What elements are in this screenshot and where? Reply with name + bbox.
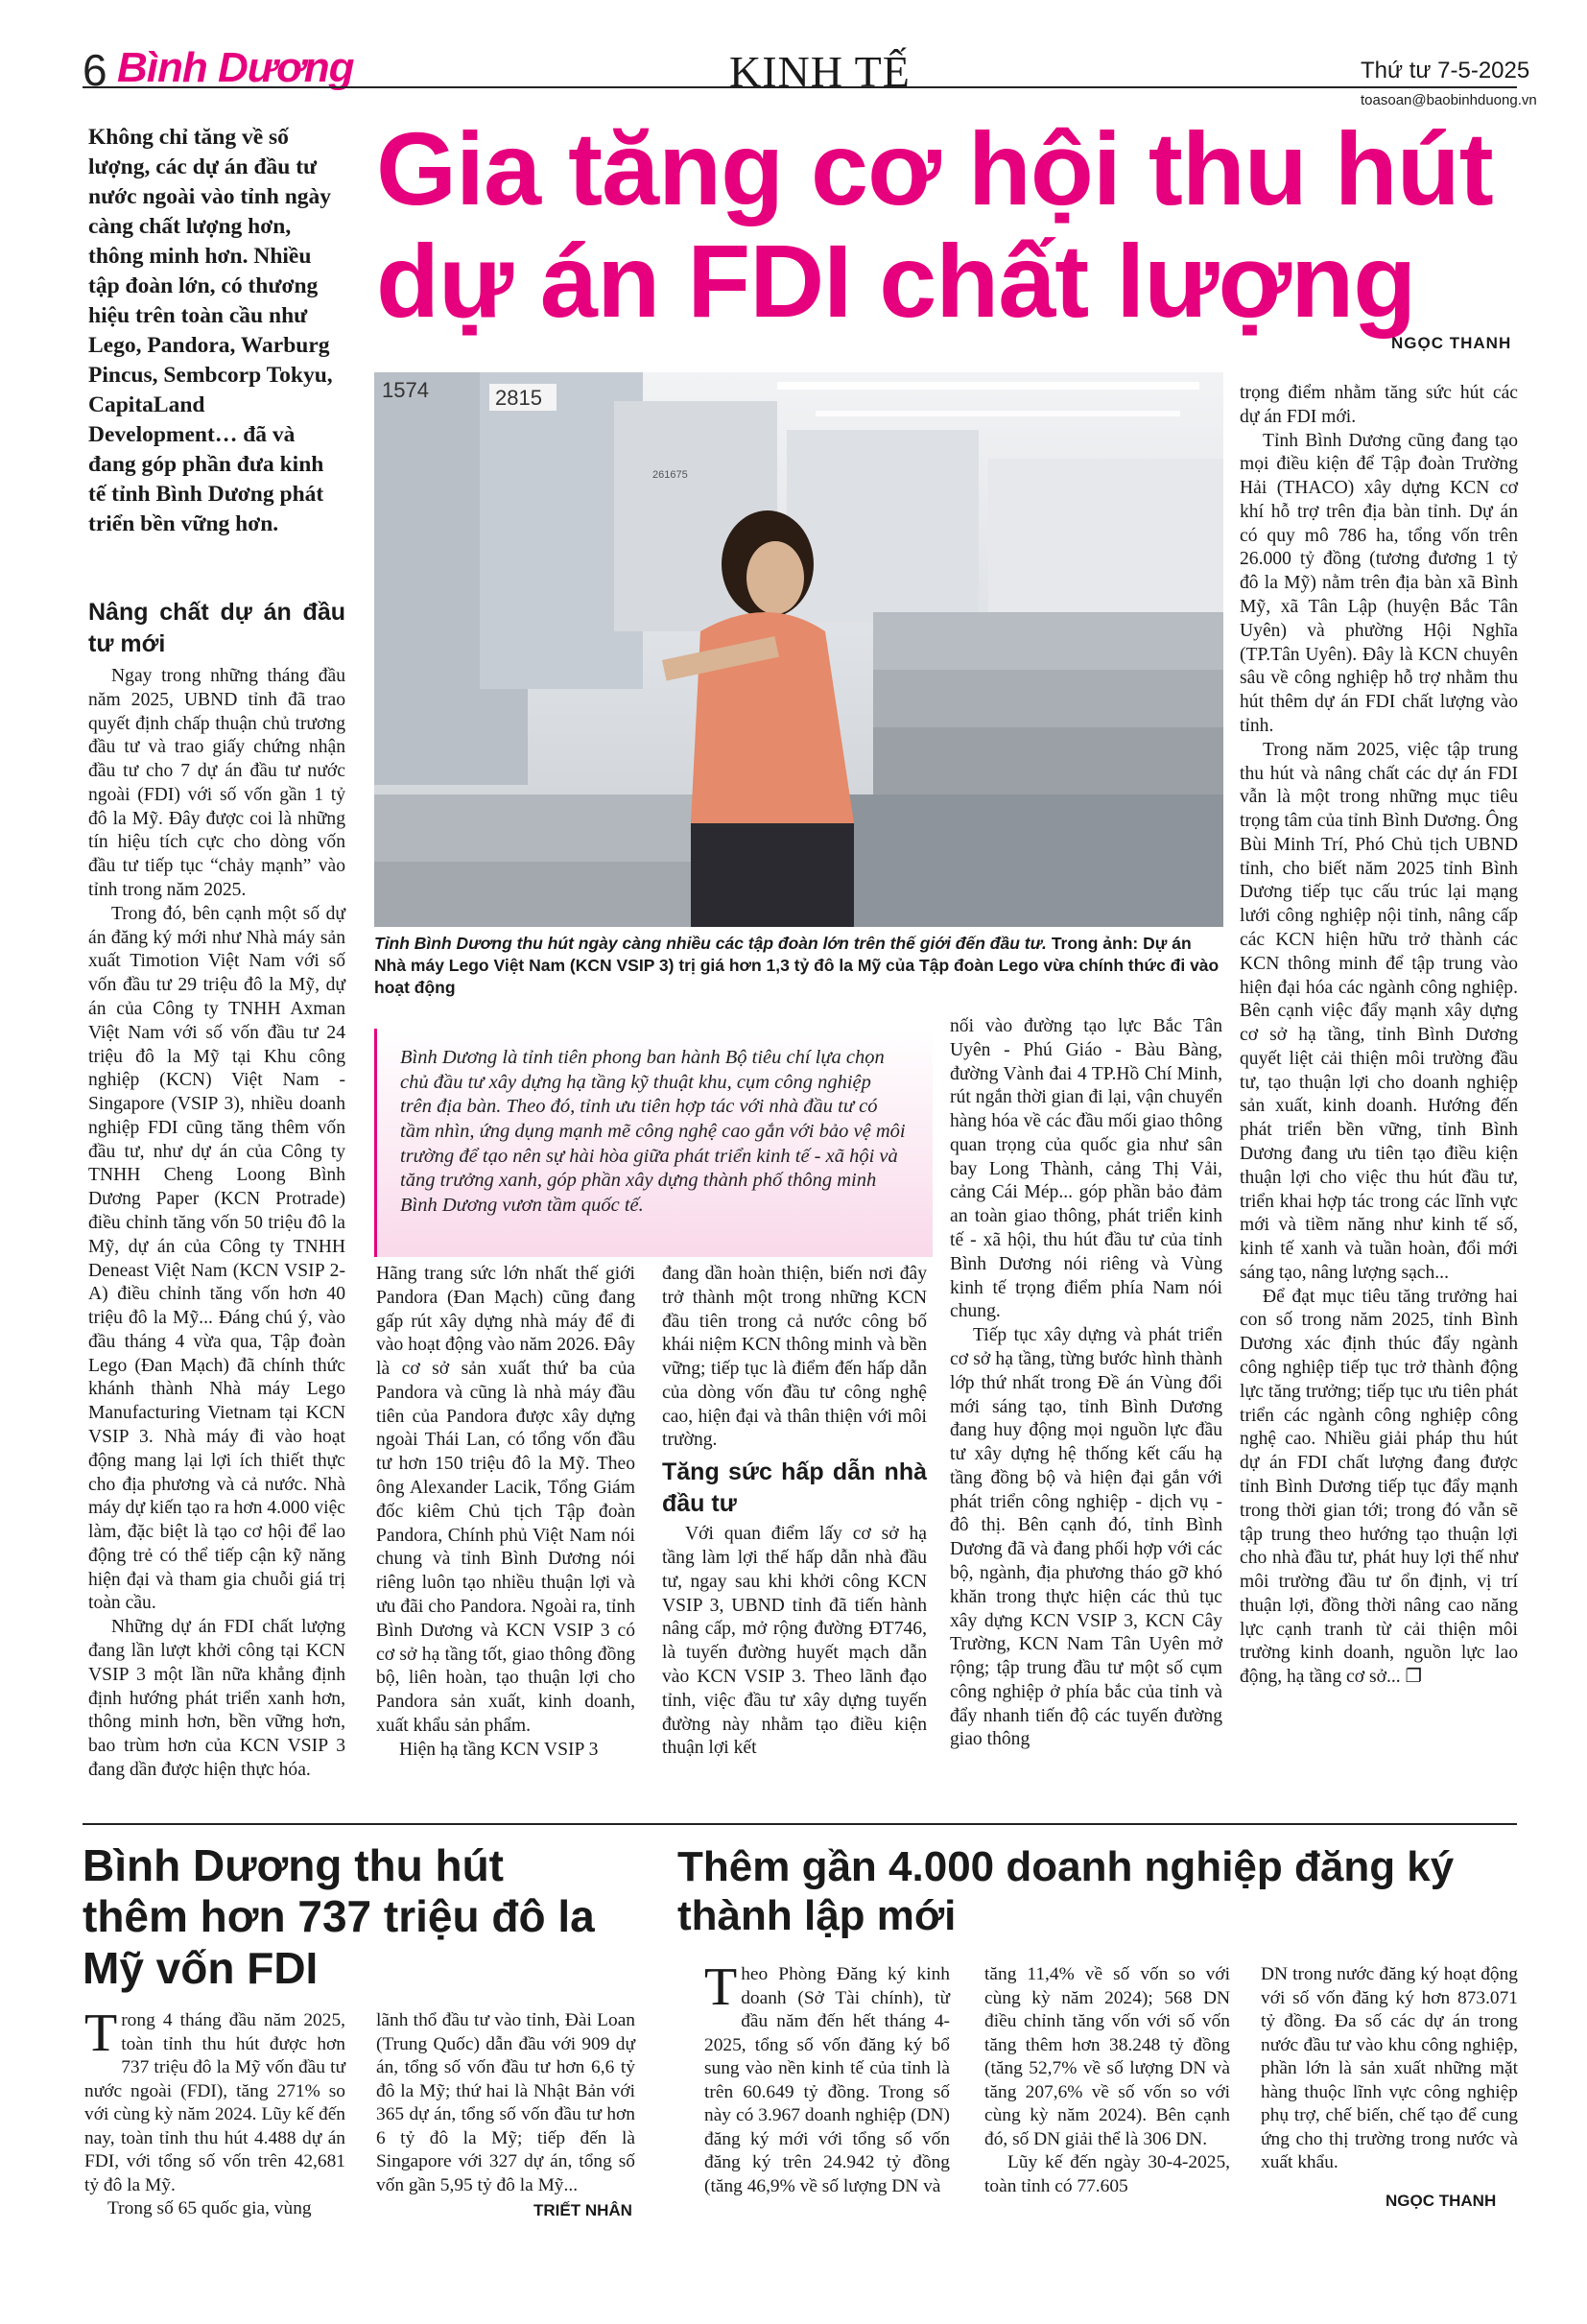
subhead-tang-suc-hap-dan: Tăng sức hấp dẫn nhà đầu tư (662, 1458, 927, 1517)
paragraph: Lũy kế đến ngày 30-4-2025, toàn tỉnh có 77.605 (984, 2152, 1230, 2196)
article3-column-1 (704, 1957, 950, 2198)
article3-column-3 (1261, 1963, 1518, 2175)
paper-name: Bình Dương (117, 44, 354, 91)
factory-photo (374, 372, 1223, 927)
column-3 (662, 1263, 927, 1761)
paragraph: Với quan điểm lấy cơ sở hạ tầng làm lợi thế hấp dẫn nhà đầu tư, ngay sau khi khởi công KCN VSIP 3, UBND tỉnh đã tiến hành nâng cấp, mở rộng đường ĐT746, là tuyến đường huyết mạch dẫn vào KCN VSIP 3. Theo lãnh đạo tỉnh, việc đầu tư xây dựng tuyến đường này nhằm tạo điều kiện thuận lợi kết (662, 1524, 927, 1759)
column-2 (376, 1263, 635, 1762)
paragraph: Trong 4 tháng đầu năm 2025, toàn tỉnh thu hút được hơn 737 triệu đô la Mỹ vốn đầu tư nước ngoài (FDI), tăng 271% so với cùng kỳ năm 2024. Lũy kế đến nay, toàn tỉnh thu hút 4.488 dự án FDI, với tổng số vốn trên 42,681 tỷ đô la Mỹ. (84, 2004, 345, 2195)
issue-date: Thứ tư 7-5-2025 (1361, 58, 1530, 83)
paragraph: Ngay trong những tháng đầu năm 2025, UBND tỉnh đã trao quyết định chấp thuận chủ trương đầu tư và trao giấy chứng nhận đầu tư cho 7 dự án đầu tư nước ngoài (FDI) với số vốn gần 1 tỷ đô la Mỹ. Đây được coi là những tín hiệu tích cực cho dòng vốn đầu tư tiếp tục “chảy mạnh” vào tỉnh trong năm 2025. (88, 666, 345, 901)
factory-photo-illustration (374, 372, 1223, 927)
paragraph: đang dần hoàn thiện, biến nơi đây trở thành một trong những KCN đầu tiên trong cả nước công bố khái niệm KCN thông minh và bền vững; tiếp tục là điểm đến hấp dẫn của dòng vốn đầu tư công nghệ cao, hiện đại và thân thiện với môi trường. (662, 1264, 927, 1451)
paragraph: Để đạt mục tiêu tăng trưởng hai con số trong năm 2025, tỉnh Bình Dương xác định thúc đẩy ngành công nghiệp tiếp tục trở thành động lực tăng trưởng; tiếp tục ưu tiên phát triển các ngành công nghiệp công nghệ cao. Nhiều giải pháp thu hút dự án FDI chất lượng đang được tỉnh Bình Dương tiếp tục đẩy mạnh trong thời gian tới; trong đó vẫn sẽ tập trung theo hướng tạo thuận lợi cho nhà đầu tư, phát huy lợi thế như môi trường đầu tư ổn định, vị trí thuận lợi, đồng thời nâng cao năng lực cạnh tranh từ cải thiện môi trường kinh doanh, nguồn lực lao động, hạ tầng cơ sở... ❐ (1240, 1286, 1518, 1688)
paragraph: Tiếp tục xây dựng và phát triển cơ sở hạ tầng, từng bước hình thành lớp thứ nhất trong Đề án Vùng đổi mới sáng tạo, tỉnh Bình Dương đang huy động mọi nguồn lực đầu tư xây dựng hệ thống kết cấu hạ tầng đồng bộ và hiện đại gắn với phát triển công nghiệp - dịch vụ - đô thị. Bên cạnh đó, tỉnh Bình Dương đã và đang phối hợp với các bộ, ngành, địa phương tháo gỡ khó khăn trong thực hiện các thủ tục xây dựng KCN VSIP 3, KCN Cây Trường, KCN Nam Tân Uyên mở rộng; tập trung đầu tư một số cụm công nghiệp ở phía bắc của tỉnh và đẩy nhanh tiến độ các tuyến đường giao thông (950, 1325, 1222, 1750)
caption-rest: Trong ảnh: Dự án Nhà máy Lego Việt Nam (KCN VSIP 3) trị giá hơn 1,3 tỷ đô la Mỹ của Tập đoàn Lego vừa chính thức đi vào hoạt động (374, 934, 1220, 997)
column-1 (88, 597, 345, 1783)
pull-quote-text: Bình Dương là tỉnh tiên phong ban hành Bộ tiêu chí lựa chọn chủ đầu tư xây dựng hạ tầng kỹ thuật khu, cụm công nghiệp trên địa bàn. Theo đó, tỉnh ưu tiên hợp tác với nhà đầu tư có tầm nhìn, ứng dụng mạnh mẽ công nghệ cao gắn với bảo vệ môi trường để tạo nên sự hài hòa giữa phát triển kinh tế - xã hội và tăng trưởng xanh, góp phần xây dựng thành phố thông minh Bình Dương vươn tầm quốc tế. (400, 1047, 906, 1216)
headline-line-2: dự án FDI chất lượng (376, 222, 1416, 339)
page-number: 6 (83, 45, 107, 95)
article3-headline: Thêm gần 4.000 doanh nghiệp đăng ký thành lập mới (677, 1843, 1455, 1940)
paragraph: Những dự án FDI chất lượng đang lần lượt khởi công tại KCN VSIP 3 một lần nữa khẳng định định hướng phát triển xanh hơn, thông minh hơn, bền vững hơn, bao trùm hơn của KCN VSIP 3 đang dần được hiện thực hóa. (88, 1617, 345, 1780)
paragraph: Hãng trang sức lớn nhất thế giới Pandora (Đan Mạch) cũng đang gấp rút xây dựng nhà máy để đi vào hoạt động vào năm 2026. Đây là cơ sở sản xuất thứ ba của Pandora và cũng là nhà máy đầu tiên của Pandora được xây dựng ngoài Thái Lan, có tổng vốn đầu tư hơn 150 triệu đô la Mỹ. Theo ông Alexander Lacik, Tổng Giám đốc kiêm Chủ tịch Tập đoàn Pandora, Chính phủ Việt Nam nói chung và tỉnh Bình Dương nói riêng luôn tạo nhiều thuận lợi và ưu đãi cho Pandora. Ngoài ra, tỉnh Bình Dương và KCN VSIP 3 có cơ sở hạ tầng tốt, giao thông đồng bộ, liên hoàn, tạo thuận lợi cho Pandora sản xuất, kinh doanh, xuất khẩu sản phẩm. (376, 1264, 635, 1736)
paragraph: Trong số 65 quốc gia, vùng (107, 2198, 312, 2219)
paragraph: trọng điểm nhằm tăng sức hút các dự án FDI mới. (1240, 383, 1518, 427)
section-divider (83, 1823, 1517, 1825)
article2-column-2 (376, 2009, 635, 2197)
paragraph: lãnh thổ đầu tư vào tỉnh, Đài Loan (Trung Quốc) dẫn đầu với 909 dự án, tổng số vốn đầu tư hơn 6,6 tỷ đô la Mỹ; thứ hai là Nhật Bản với 365 dự án, tổng số vốn đầu tư hơn 6 tỷ đô la Mỹ; tiếp đến là Singapore với 327 dự án, tổng số vốn gần 5,95 tỷ đô la Mỹ... (376, 2010, 635, 2195)
article2-headline: Bình Dương thu hút thêm hơn 737 triệu đô la Mỹ vốn FDI (83, 1840, 595, 1993)
caption-lead: Tỉnh Bình Dương thu hút ngày càng nhiều các tập đoàn lớn trên thế giới đến đầu tư. (374, 934, 1047, 953)
article2-column-1 (84, 2004, 345, 2221)
headline-line-1: Gia tăng cơ hội thu hút (376, 110, 1493, 226)
machine-label-2815: 2815 (495, 386, 542, 410)
subhead-nang-chat: Nâng chất dự án đầu tư mới (88, 599, 345, 657)
column-4 (950, 1015, 1222, 1752)
paragraph: Trong năm 2025, việc tập trung thu hút và nâng chất các dự án FDI vẫn là một trong những mục tiêu trọng tâm của tỉnh Bình Dương. Ông Bùi Minh Trí, Phó Chủ tịch UBND tỉnh, cho biết năm 2025 tỉnh Bình Dương tiếp tục cấu trúc lại mạng lưới công nghiệp nội tỉnh, nâng cấp các KCN hiện hữu trở thành các KCN thông minh để tập trung vào hiện đại hóa các ngành công nghiệp. Bên cạnh việc đẩy mạnh xây dựng cơ sở hạ tầng, tỉnh Bình Dương quyết liệt cải thiện môi trường đầu tư, tạo thuận lợi cho doanh nghiệp sản xuất, kinh doanh. Hướng đến phát triển bền vững, tỉnh Bình Dương đang ưu tiên tạo điều kiện thuận lợi cho việc thu hút đầu tư, triển khai hợp tác trong các lĩnh vực mới và tiềm năng như kinh tế số, kinh tế xanh và tuần hoàn, đổi mới sáng tạo, nâng lượng sạch... (1240, 739, 1518, 1283)
header-rule (83, 86, 1517, 88)
contact-email[interactable]: toasoan@baobinhduong.vn (1361, 92, 1537, 108)
section-title: KINH TẾ (729, 47, 911, 96)
article3-byline: NGỌC THANH (1386, 2192, 1497, 2210)
paragraph: Theo Phòng Đăng ký kinh doanh (Sở Tài chính), từ đầu năm đến hết tháng 4-2025, tổng số vốn đăng ký bổ sung vào nền kinh tế của tỉnh là trên 60.649 tỷ đồng. Trong số này có 3.967 doanh nghiệp (DN) đăng ký mới với tổng số vốn đăng ký trên 24.942 tỷ đồng (tăng 46,9% về số lượng DN và (704, 1957, 950, 2196)
paragraph: nối vào đường tạo lực Bắc Tân Uyên - Phú Giáo - Bàu Bàng, đường Vành đai 4 TP.Hồ Chí Minh, rút ngắn thời gian đi lại, vận chuyển hàng hóa về các đầu mối giao thông quan trọng của quốc gia như sân bay Long Thành, cảng Thị Vải, cảng Cái Mép... góp phần bảo đảm an toàn giao thông, phát triển kinh tế - xã hội, thu hút đầu tư của tỉnh Bình Dương nói riêng và Vùng kinh tế trọng điểm phía Nam nói chung. (950, 1016, 1222, 1322)
pull-quote (374, 1029, 933, 1257)
paragraph: tăng 11,4% về số vốn so với cùng kỳ năm 2024); 568 DN điều chỉnh tăng vốn với số vốn tăng thêm hơn 38.248 tỷ đồng (tăng 52,7% về số lượng DN và tăng 207,6% về số vốn so với cùng kỳ năm 2024). Bên cạnh đó, số DN giải thể là 306 DN. (984, 1964, 1230, 2149)
column-5 (1240, 382, 1518, 1690)
paragraph: Hiện hạ tầng KCN VSIP 3 (399, 1739, 599, 1760)
article3-column-2 (984, 1963, 1230, 2198)
paragraph: Trong đó, bên cạnh một số dự án đăng ký mới như Nhà máy sản xuất Timotion Việt Nam với số vốn đầu tư 29 triệu đô la Mỹ, dự án của Công ty TNHH Axman Việt Nam với số vốn đầu tư 24 triệu đô la Mỹ tại Khu công nghiệp (KCN) Việt Nam - Singapore (VSIP 3), nhiều doanh nghiệp FDI cũng tăng thêm vốn đầu tư, như dự án của Công ty TNHH Cheng Loong Bình Dương Paper (KCN Protrade) điều chỉnh tăng vốn 50 triệu đô la Mỹ, dự án của Công ty TNHH Deneast Việt Nam (KCN VSIP 2-A) điều chỉnh tăng vốn hơn 40 triệu đô la Mỹ... Đáng chú ý, vào đầu tháng 4 vừa qua, Tập đoàn Lego (Đan Mạch) đã chính thức khánh thành Nhà máy Lego Manufacturing Vietnam tại KCN VSIP 3. Nhà máy đi vào hoạt động mang lại lợi ích thiết thực cho địa phương và cả nước. Nhà máy dự kiến tạo ra hơn 4.000 việc làm, đặc biệt là tạo cơ hội để lao động trẻ có thể tiếp cận kỹ năng hiện đại và tham gia chuỗi giá trị toàn cầu. (88, 903, 346, 1614)
article-headline (376, 110, 1518, 339)
article2-byline: TRIẾT NHÂN (533, 2201, 632, 2219)
machine-label-261675: 261675 (652, 469, 688, 481)
photo-caption (374, 933, 1223, 998)
article-lead: Không chỉ tăng về số lượng, các dự án đầu tư nước ngoài vào tỉnh ngày càng chất lượng hơn, thông minh hơn. Nhiều tập đoàn lớn, có thương hiệu trên toàn cầu như Lego, Pandora, Warburg Pincus, Sembcorp Tokyu, CapitaLand Development… đã và đang góp phần đưa kinh tế tỉnh Bình Dương phát triển bền vững hơn. (88, 125, 333, 537)
article-byline: NGỌC THANH (1391, 334, 1512, 352)
paragraph: Tỉnh Bình Dương cũng đang tạo mọi điều kiện để Tập đoàn Trường Hải (THACO) xây dựng KCN cơ khí hỗ trợ trên địa bàn tỉnh. Dự án có quy mô 786 ha, tổng vốn trên 26.000 tỷ đồng (tương đương 1 tỷ đô la Mỹ) nằm trên địa bàn xã Bình Mỹ, xã Tân Lập (huyện Bắc Tân Uyên) và phường Hội Nghĩa (TP.Tân Uyên). Đây là KCN chuyên sâu về công nghiệp hỗ trợ nhằm thu hút thêm dự án FDI chất lượng vào tỉnh. (1240, 430, 1518, 736)
machine-label-1574: 1574 (382, 378, 429, 402)
paragraph: DN trong nước đăng ký hoạt động với số vốn đăng ký hơn 873.071 tỷ đồng. Đa số các dự án trong nước đầu tư vào khu công nghiệp, phần lớn là sản xuất những mặt hàng thuộc lĩnh vực công nghiệp phụ trợ, chế biến, chế tạo để cung ứng cho thị trường trong nước và xuất khẩu. (1261, 1964, 1518, 2173)
